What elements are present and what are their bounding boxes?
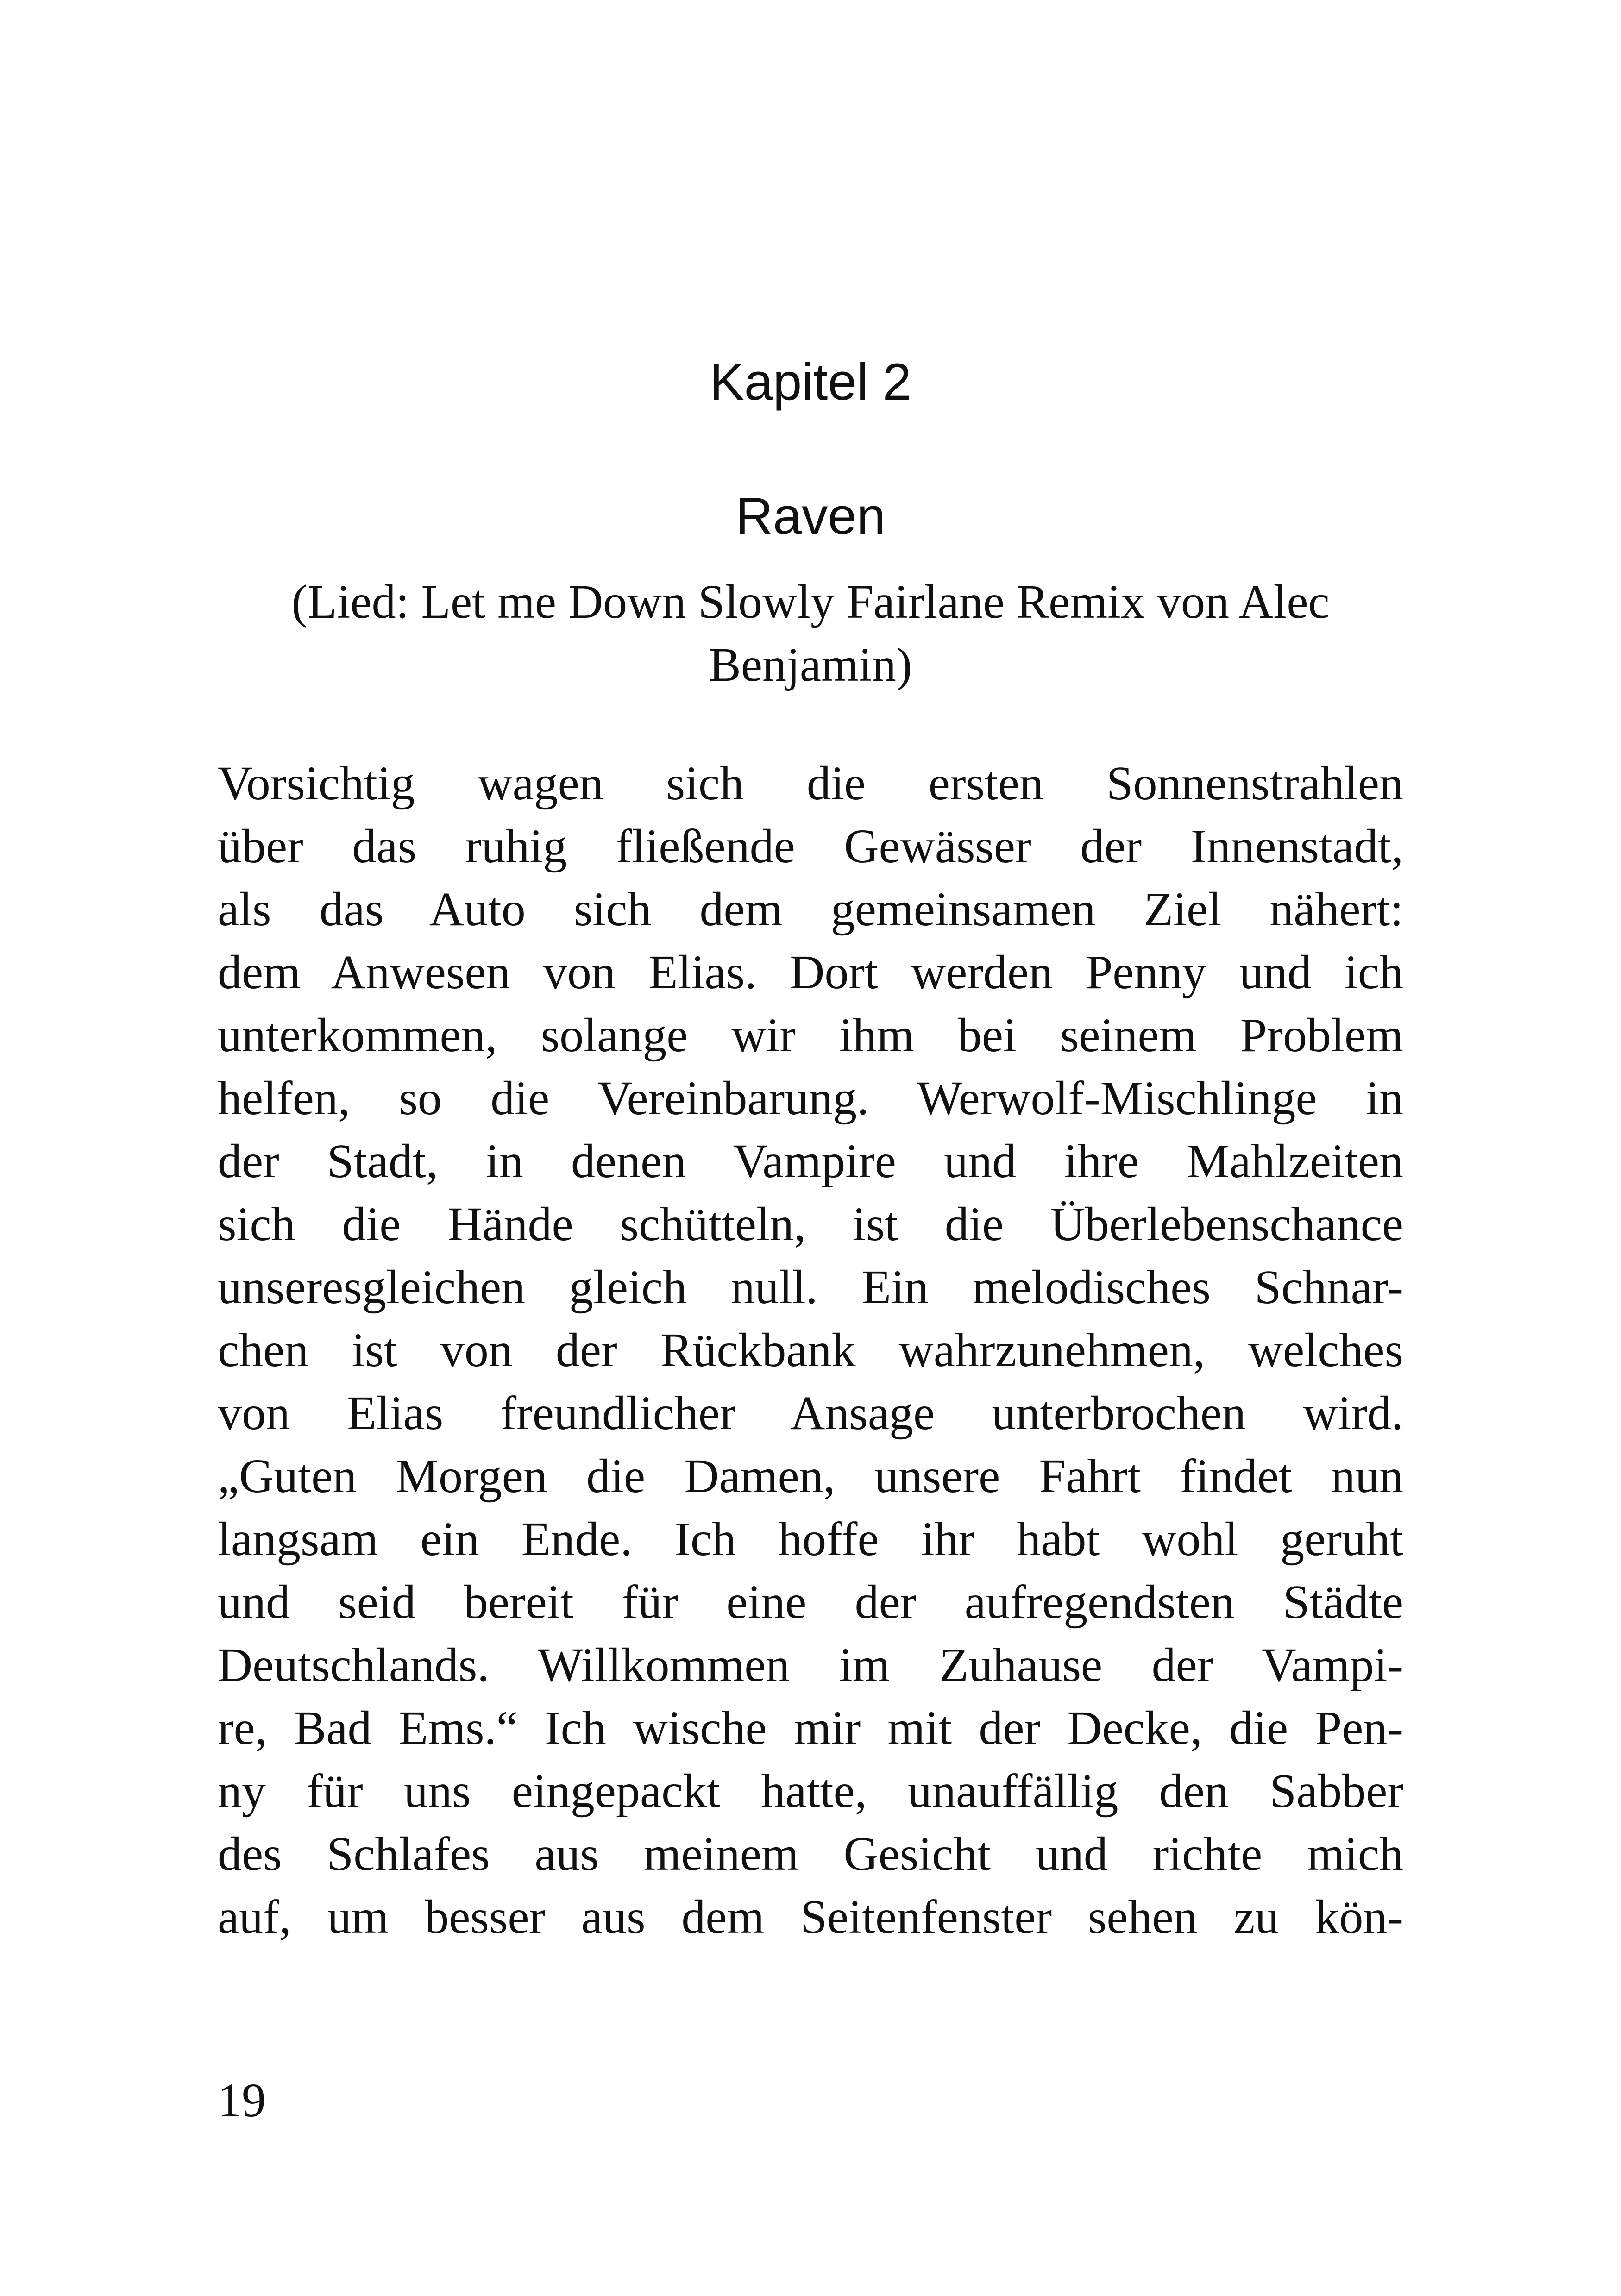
text-line: über das ruhig fließende Gewässer der Innenstadt, <box>218 820 1403 873</box>
text-line: langsam ein Ende. Ich hoffe ihr habt wohl geruht <box>218 1512 1403 1566</box>
song-credit-line: Benjamin) <box>709 638 912 691</box>
page-number: 19 <box>218 2074 266 2127</box>
chapter-title: Raven <box>735 487 886 545</box>
text-line: „Guten Morgen die Damen, unsere Fahrt findet nun <box>218 1449 1403 1503</box>
text-line: helfen, so die Vereinbarung. Werwolf-Mischlinge in <box>218 1072 1403 1125</box>
text-line: des Schlafes aus meinem Gesicht und richte mich <box>218 1827 1403 1881</box>
text-line: und seid bereit für eine der aufregendsten Städte <box>218 1575 1403 1629</box>
text-line: von Elias freundlicher Ansage unterbrochen wird. <box>218 1386 1403 1440</box>
body-paragraph <box>218 752 1403 1949</box>
text-line: Deutschlands. Willkommen im Zuhause der Vampi- <box>218 1638 1403 1692</box>
song-credit <box>218 571 1403 696</box>
text-line: unterkommen, solange wir ihm bei seinem Problem <box>218 1009 1403 1062</box>
text-line: der Stadt, in denen Vampire und ihre Mahlzeiten <box>218 1135 1403 1188</box>
text-line: ny für uns eingepackt hatte, unauffällig den Sabber <box>218 1764 1403 1818</box>
text-line: re, Bad Ems.“ Ich wische mir mit der Decke, die Pen- <box>218 1701 1403 1755</box>
text-line: auf, um besser aus dem Seitenfenster sehen zu kön- <box>218 1890 1403 1944</box>
text-line: Vorsichtig wagen sich die ersten Sonnenstrahlen <box>218 757 1403 810</box>
text-line: als das Auto sich dem gemeinsamen Ziel nähert: <box>218 883 1403 936</box>
text-line: sich die Hände schütteln, ist die Überlebenschance <box>218 1198 1403 1251</box>
text-line: chen ist von der Rückbank wahrzunehmen, welches <box>218 1324 1403 1377</box>
text-line: dem Anwesen von Elias. Dort werden Penny und ich <box>218 946 1403 999</box>
song-credit-line: (Lied: Let me Down Slowly Fairlane Remix von Alec <box>291 575 1330 628</box>
chapter-number: Kapitel 2 <box>710 353 911 411</box>
text-line: unseresgleichen gleich null. Ein melodisches Schnar- <box>218 1261 1403 1314</box>
